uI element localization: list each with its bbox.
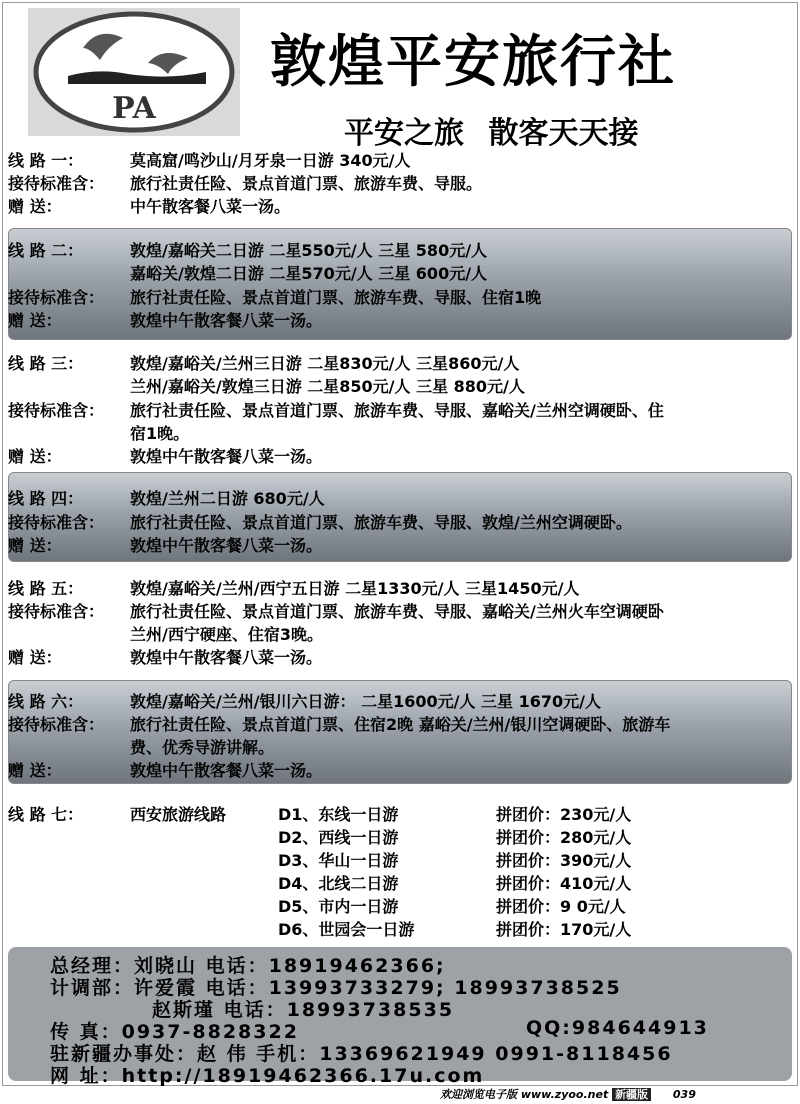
route-1-line-1: 莫高窟/鸣沙山/月牙泉一日游 340元/人	[130, 151, 411, 170]
route-3-standard-label: 接待标准含：	[8, 401, 105, 420]
route-5-line-1: 敦煌/嘉峪关/兰州/西宁五日游 二星1330元/人 三星1450元/人	[130, 579, 580, 598]
route-5-gift: 敦煌中午散客餐八菜一汤。	[130, 648, 323, 667]
route-6-gift-label: 赠 送：	[8, 761, 62, 780]
route-7-item-code: D3、华山一日游	[278, 851, 399, 870]
route-7-item-code: D1、东线一日游	[278, 805, 399, 824]
contact-fax: 传 真：0937-8828322	[50, 1021, 299, 1043]
route-3-gift: 敦煌中午散客餐八菜一汤。	[130, 447, 323, 466]
contact-qq: QQ:984644913	[526, 1017, 709, 1039]
route-7-item-price: 拼团价：410元/人	[496, 874, 632, 893]
route-2-gift-label: 赠 送：	[8, 311, 62, 330]
route-6-standard-label: 接待标准含：	[8, 715, 105, 734]
route-4-standard-label: 接待标准含：	[8, 513, 105, 532]
route-5-gift-label: 赠 送：	[8, 648, 62, 667]
route-1-gift: 中午散客餐八菜一汤。	[130, 197, 291, 216]
contact-manager: 总经理：刘晓山 电话：18919462366;	[50, 955, 446, 977]
route-5-standard-2: 兰州/西宁硬座、住宿3晚。	[130, 625, 323, 644]
route-2-standard: 旅行社责任险、景点首道门票、旅游车费、导服、住宿1晚	[130, 288, 542, 307]
route-7-label: 线 路 七：	[8, 805, 84, 824]
edition-badge: 新疆版	[612, 1088, 651, 1101]
route-6-label: 线 路 六：	[8, 692, 84, 711]
route-5-standard-1: 旅行社责任险、景点首道门票、旅游车费、导服、嘉峪关/兰州火车空调硬卧	[130, 602, 664, 621]
route-7-item-price: 拼团价：9 0元/人	[496, 897, 626, 916]
route-3-gift-label: 赠 送：	[8, 447, 62, 466]
route-3-line-2: 兰州/嘉峪关/敦煌三日游 二星850元/人 三星 880元/人	[130, 377, 525, 396]
route-7-item-price: 拼团价：170元/人	[496, 920, 632, 939]
route-3-standard-1: 旅行社责任险、景点首道门票、旅游车费、导服、嘉峪关/兰州空调硬卧、住	[130, 401, 664, 420]
route-6-line-1: 敦煌/嘉峪关/兰州/银川六日游： 二星1600元/人 三星 1670元/人	[130, 692, 601, 711]
route-4-label: 线 路 四：	[8, 489, 84, 508]
page-title: 敦煌平安旅行社	[270, 30, 676, 95]
route-2-gift: 敦煌中午散客餐八菜一汤。	[130, 311, 323, 330]
page-subtitle: 平安之旅 散客天天接	[344, 116, 639, 151]
route-5-standard-label: 接待标准含：	[8, 602, 105, 621]
route-7-item-price: 拼团价：280元/人	[496, 828, 632, 847]
logo-text: PA	[112, 91, 156, 126]
route-4-gift-label: 赠 送：	[8, 536, 62, 555]
route-7-item-code: D2、西线一日游	[278, 828, 399, 847]
contact-website[interactable]: 网 址：http://18919462366.17u.com	[50, 1065, 485, 1087]
route-6-standard-1: 旅行社责任险、景点首道门票、住宿2晚 嘉峪关/兰州/银川空调硬卧、旅游车	[130, 715, 671, 734]
page-number: 039	[672, 1088, 696, 1101]
logo-icon	[28, 8, 240, 136]
route-2-line-2: 嘉峪关/敦煌二日游 二星570元/人 三星 600元/人	[130, 264, 488, 283]
contact-dispatch-2: 赵斯瑾 电话：18993738535	[152, 999, 455, 1021]
route-6-gift: 敦煌中午散客餐八菜一汤。	[130, 761, 323, 780]
route-4-standard: 旅行社责任险、景点首道门票、旅游车费、导服、敦煌/兰州空调硬卧。	[130, 513, 632, 532]
contact-dispatch-1: 计调部：许爱霞 电话：13993733279; 18993738525	[50, 977, 622, 999]
route-7-title: 西安旅游线路	[130, 805, 227, 824]
route-1-standard-label: 接待标准含：	[8, 174, 105, 193]
route-6-standard-2: 费、优秀导游讲解。	[130, 738, 275, 757]
route-2-line-1: 敦煌/嘉峪关二日游 二星550元/人 三星 580元/人	[130, 241, 488, 260]
route-1-standard: 旅行社责任险、景点首道门票、旅游车费、导服。	[130, 174, 483, 193]
logo	[28, 8, 240, 136]
route-7-item-code: D4、北线二日游	[278, 874, 399, 893]
route-2-standard-label: 接待标准含：	[8, 288, 105, 307]
route-4-gift: 敦煌中午散客餐八菜一汤。	[130, 536, 323, 555]
route-3-label: 线 路 三：	[8, 354, 84, 373]
bottom-bar	[440, 1086, 800, 1104]
route-3-line-1: 敦煌/嘉峪关/兰州三日游 二星830元/人 三星860元/人	[130, 354, 520, 373]
route-7-item-price: 拼团价：390元/人	[496, 851, 632, 870]
welcome-text[interactable]: 欢迎浏览电子版 www.zyoo.net	[440, 1088, 609, 1101]
route-5-label: 线 路 五：	[8, 579, 84, 598]
route-1-gift-label: 赠 送：	[8, 197, 62, 216]
route-7-item-code: D6、世园会一日游	[278, 920, 415, 939]
route-1-label: 线 路 一：	[8, 151, 84, 170]
route-2-label: 线 路 二：	[8, 241, 84, 260]
route-7-item-price: 拼团价：230元/人	[496, 805, 632, 824]
route-7-item-code: D5、市内一日游	[278, 897, 399, 916]
route-3-standard-2: 宿1晚。	[130, 424, 190, 443]
contact-xinjiang: 驻新疆办事处：赵 伟 手机：13369621949 0991-8118456	[50, 1043, 673, 1065]
route-4-line-1: 敦煌/兰州二日游 680元/人	[130, 489, 325, 508]
